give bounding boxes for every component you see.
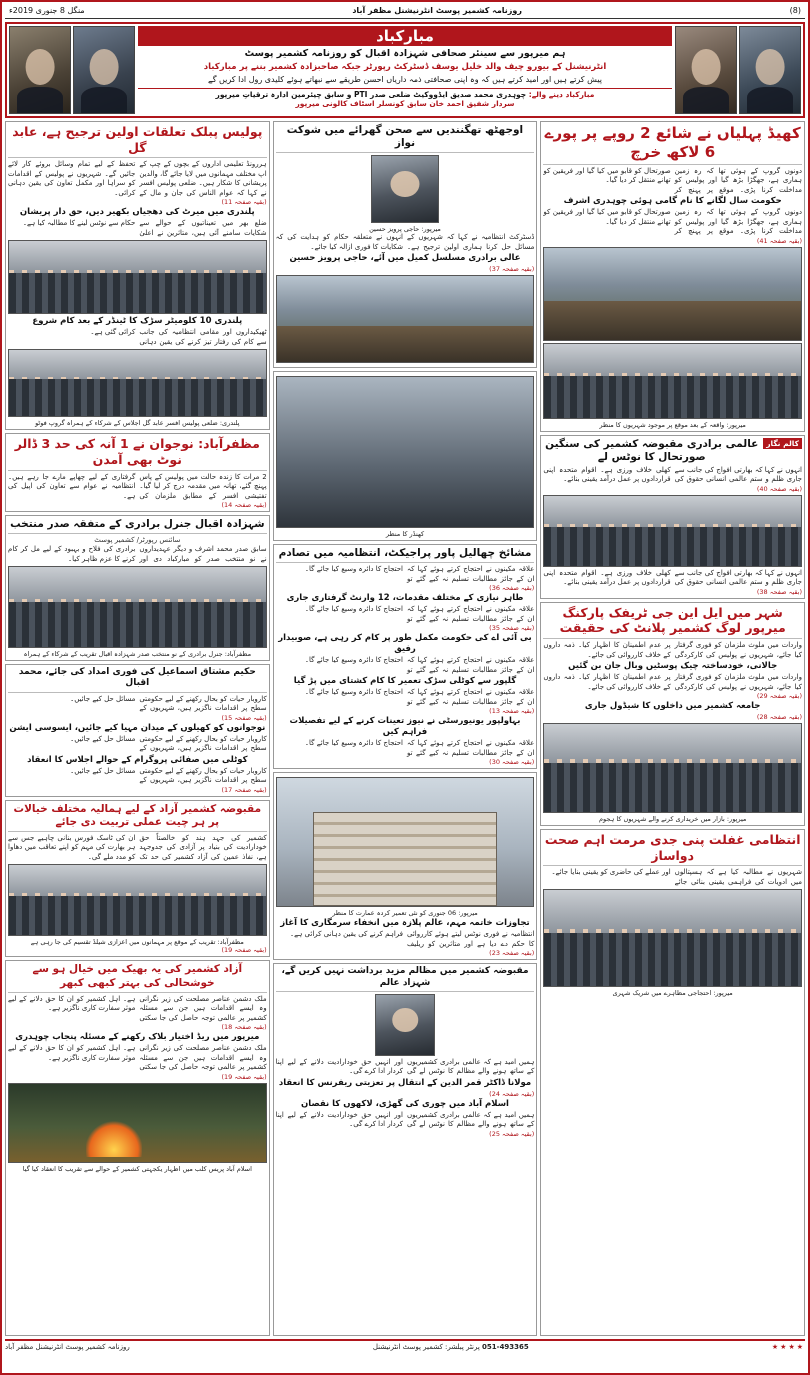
article-mid-hero	[273, 371, 538, 541]
continue-ref-2: (بقیہ صفحہ 35)	[489, 624, 535, 633]
continue-ref: (بقیہ صفحہ 40)	[756, 484, 802, 493]
article-body-2: علاقہ مکینوں نے احتجاج کرتے ہوئے کہا کہ ان کے جائز مطالبات تسلیم نہ کیے گئے تو احتجاج کا دائرہ وسیع کیا جائے گا۔	[304, 605, 535, 623]
article-right-6	[5, 960, 270, 1336]
photo-caption: پلندری: ضلعی پولیس افسر عابد گل اجلاس کے شرکاء کے ہمراہ گروپ فوٹو	[35, 419, 240, 428]
article-body-4: علاقہ مکینوں نے احتجاج کرتے ہوئے کہا کہ ان کے جائز مطالبات تسلیم نہ کیے گئے تو احتجاج کا دائرہ وسیع کیا جائے گا۔	[304, 688, 535, 706]
footer-stars: ★★★★	[771, 1343, 805, 1351]
article-photo	[8, 566, 267, 648]
banner-line-1: ہم میرپور سے سینئر صحافی شہزادہ اقبال کو روزنامہ کشمیر پوسٹ	[244, 48, 566, 59]
sub-headline-1: نوجوانوں کو کھیلوں کے میدان مہیا کیے جائیں، ایسوسی ایشن	[9, 722, 266, 733]
photo-caption: میرپور: 06 جنوری کو نئی تعمیر کردہ عمارت کا منظر	[332, 909, 478, 918]
article-photo	[276, 777, 535, 907]
banner-footer-names-2: سردار شفیق احمد خان سابق کونسلر اسٹاف کالونی میرپور	[295, 99, 515, 108]
column-left	[540, 121, 805, 1336]
masthead	[5, 5, 805, 19]
banner-portrait-2	[9, 26, 71, 114]
photo-caption: مظفرآباد: جنرل برادری کے نو منتخب صدر شہزادہ اقبال تقریب کے شرکاء کے ہمراہ	[23, 650, 252, 659]
headline: حکیم مشتاق اسماعیل کی فوری امداد کی جائے، محمد اقبال	[8, 667, 267, 693]
banner-portrait-3	[739, 26, 801, 114]
continue-ref: (بقیہ صفحہ 23)	[489, 949, 535, 958]
article-body: ہمیں امید ہے کہ عالمی برادری کشمیریوں کے ساتھ ہونے والے مظالم کا نوٹس لے گی اور انہیں حق خودارادیت دلانے کے لیے اپنا کردار ادا کرے گی۔	[275, 1057, 535, 1076]
continue-ref-2: (بقیہ صفحہ 19)	[221, 1072, 267, 1081]
article-body: انتظامیہ نے فوری نوٹس لیتے ہوئے کارروائی کا حکم دے دیا ہے اور متاثرین کو ریلیف فراہم کرنے کی یقین دہانی کرائی ہے۔	[290, 930, 535, 948]
photo-caption: میرپور: واقعہ کے بعد موقع پر موجود شہریوں کا منظر	[599, 420, 746, 429]
continue-ref: (بقیہ صفحہ 19)	[221, 946, 267, 955]
headline: عالمی برادری مقبوضہ کشمیر کی سنگین صورتحال کا نوٹس لے	[545, 437, 759, 463]
article-portrait	[371, 155, 439, 223]
article-body-2: واردات میں ملوث ملزمان کو فوری گرفتار کیا جائے، شہریوں نے پولیس کی کارکردگی پر عدم اطمینان کا اظہار کیا۔ ذمہ داروں کے خلاف کارروائی کی جائے۔	[543, 673, 802, 691]
sub-headline-1: مولانا ڈاکٹر قمر الدین کے انتقال پر تعزیتی ریفرنس کا انعقاد	[278, 1077, 532, 1088]
article-photo	[543, 495, 802, 567]
article-portrait	[375, 994, 435, 1056]
photo-caption: میرپور: بازار میں خریداری کرنے والے شہریوں کا ہجوم	[598, 815, 747, 823]
article-body: ڈسٹرکٹ انتظامیہ نے کہا کہ شہریوں کے مسائل حل کرنا ہماری اولین ترجیح ہے۔ انہوں نے متعلقہ حکام کو ہدایت کی کہ شکایات کا فوری ازالہ کیا جائے۔	[275, 233, 535, 251]
continue-ref: (بقیہ صفحہ 41)	[756, 236, 802, 245]
article-body: انہوں نے کہا کہ بھارتی افواج کی جانب سے جاری ظلم و ستم عالمی انسانی حقوق کی کھلی خلاف ورزی ہے۔ اقوام متحدہ اپنی قراردادوں پر عمل درآمد یقینی بنائے۔	[543, 465, 802, 484]
sub-headline-1: طاہر نیازی کے مختلف مقدمات، 12 وارنٹ گرفتاری جاری	[286, 593, 524, 604]
article-body: واردات میں ملوث ملزمان کو فوری گرفتار کیا جائے، شہریوں نے پولیس کی کارکردگی پر عدم اطمینان کا اظہار کیا۔ ذمہ داروں کے خلاف کارروائی کی جائے۔	[543, 641, 802, 659]
article-body-3: علاقہ مکینوں نے احتجاج کرتے ہوئے کہا کہ ان کے جائز مطالبات تسلیم نہ کیے گئے تو احتجاج کا دائرہ وسیع کیا جائے گا۔	[304, 656, 535, 674]
photo-caption: میرپور: احتجاجی مظاہرے میں شریک شہری	[612, 989, 733, 998]
sub-headline-2: کوٹلی میں صفائی پروگرام کے حوالے اجلاس کا انعقاد	[27, 754, 248, 765]
article-left-3	[540, 602, 805, 826]
sub-headline-1: میرپور میں ریڈ اختیار بلاک رکھنے کے مسئلہ پنجاب چوہدری	[15, 1032, 260, 1043]
footer-right-text: روزنامہ کشمیر پوسٹ انٹرنیشنل مظفر آباد	[5, 1343, 130, 1351]
headline: شہر میں ایل این جی ٹریفک پارکنگ میرپور لوگ کشمیر پلانٹ کی حقیقت	[543, 605, 802, 639]
continue-ref: (بقیہ صفحہ 14)	[221, 501, 267, 509]
continue-ref: (بقیہ صفحہ 24)	[489, 1089, 535, 1098]
column-tag: کالم نگار	[763, 438, 802, 449]
masthead-title: روزنامہ کشمیر پوسٹ انٹرنیشنل مظفر آباد	[352, 6, 522, 15]
article-body: کاروبار حیات کو بحال رکھنے کے لیے حکومتی سطح پر اقدامات ناگزیر ہیں، شہریوں کے مسائل حل کیے جائیں۔	[70, 694, 267, 713]
continue-ref: (بقیہ صفحہ 36)	[489, 584, 535, 593]
article-photo-1	[8, 240, 267, 314]
continue-ref-2: (بقیہ صفحہ 28)	[756, 713, 802, 721]
headline: مقبوضہ کشمیر آزاد کے لیے ہمالیہ مختلف خیالات پر ہر چیت عملی تربیت دی جائے	[8, 803, 267, 832]
headline: انتظامی غفلت پنی جدی مرمت اہم صحت دواساز	[543, 832, 802, 866]
article-left-1	[540, 121, 805, 432]
article-right-2	[5, 433, 270, 512]
continue-ref-3: (بقیہ صفحہ 13)	[489, 707, 535, 716]
column-middle	[273, 121, 538, 1336]
banner-line-3: پیش کرتے ہیں اور امید کرتے ہیں کہ وہ اپنی صحافتی ذمہ داریاں احسن طریقے سے نبھاتے ہوئے کلیدی رول ادا کریں گے	[208, 75, 602, 84]
article-body-2: ہمیں امید ہے کہ عالمی برادری کشمیریوں کے ساتھ ہونے والے مظالم کا نوٹس لے گی اور انہیں حق خودارادیت دلانے کے لیے اپنا کردار ادا کرے گی۔	[275, 1110, 535, 1129]
sub-headline-2: اسلام آباد میں چوری کی گھڑی، لاکھوں کا نقصان	[301, 1098, 509, 1109]
article-photo	[8, 864, 267, 936]
article-mid-4	[273, 963, 538, 1336]
continue-ref: (بقیہ صفحہ 29)	[756, 692, 802, 700]
continue-ref-2: (بقیہ صفحہ 25)	[489, 1129, 535, 1138]
article-body: 2 مرات کا زندہ حالت میں پولیس کے پاس پہنچ گئے، تھانہ میں مقدمہ درج کر لیا گیا۔ تفتیشی افسر کے مطابق ملزمان کی گرفتاری کے لیے چھاپے مارے جا رہے ہیں۔ انتظامیہ نے عوام سے تعاون کی اپیل کی ہے۔	[8, 472, 267, 500]
continue-ref: (بقیہ صفحہ 15)	[221, 713, 267, 722]
banner-footer-label: مبارکباد دینے والے:	[528, 90, 595, 99]
banner-footer	[138, 88, 672, 108]
banner-title: مبارکباد	[138, 26, 672, 46]
sub-headline-2: پلندری 10 کلومیٹر سڑک کا ٹینڈر کے بعد کام شروع	[32, 316, 243, 327]
continue-ref-2: (بقیہ صفحہ 17)	[221, 785, 267, 794]
article-mid-3	[273, 772, 538, 960]
article-right-5	[5, 800, 270, 958]
hero-caption: کھنڈر کا منظر	[385, 530, 425, 539]
article-body-3: ٹھیکیداروں اور مقامی انتظامیہ کی جانب سے کام کی رفتار تیز کرنے کی یقین دہانی کرائی گئی ہے۔	[90, 328, 267, 346]
article-photo	[543, 247, 802, 341]
headline: شہزادہ اقبال جنرل برادری کے متفقہ صدر منتخب	[8, 518, 267, 534]
continue-ref-4: (بقیہ صفحہ 30)	[489, 758, 535, 767]
continue-ref: (بقیہ صفحہ 18)	[221, 1023, 267, 1032]
article-left-4	[540, 829, 805, 1336]
headline: آزاد کشمیر کی یہ بھیک میں خیال ہو سے خوشحالی کی بہتر کبھی کبھر	[8, 963, 267, 992]
continue-ref: (بقیہ صفحہ 11)	[221, 198, 267, 207]
headline: مشائخ چھالیل پاور پراجیکٹ، انتظامیہ میں تصادم	[276, 547, 535, 563]
banner-portrait-1	[73, 26, 135, 114]
sub-headline-2: بی آئی اے کی حکومت مکمل طور پر کام کر رہی ہے، صوبیدار رفیق	[278, 633, 532, 655]
continue-ref-2: (بقیہ صفحہ 38)	[756, 587, 802, 596]
sub-headline-3: گلپور سے کوٹلی سڑک تعمیر کا کام کشتای میں پڑ گیا	[293, 676, 517, 687]
article-left-2	[540, 435, 805, 599]
sub-headline-4: بہاولپور یونیورسٹی نے نیوز تعینات کرنے کے لیے تفصیلات فراہم کیں	[289, 716, 521, 738]
article-right-4	[5, 664, 270, 797]
article-body: ملک دشمن عناصر مصلحت کی زیر نگرانی وہ ایسے اقدامات ہیں جن سے مسئلہ کشمیر پر عالمی توجہ حاصل کی جا سکتی ہے۔ اہل کشمیر کو ان کا حق دلانے کے لیے موثر سفارت کاری ناگزیر ہے۔	[8, 994, 267, 1022]
banner-portrait-4	[675, 26, 737, 114]
headline: مقبوضہ کشمیر میں مظالم مزید برداشت نہیں کریں گے، شہزاد عالم	[276, 966, 535, 992]
article-body: سابق صدر محمد اشرف و دیگر عہدیداروں نے نو منتخب صدر کو مبارکباد دی اور برادری کی فلاح و بہبود کے لیے مل کر کام کرنے کا عزم ظاہر کیا۔	[8, 545, 267, 563]
footer-publisher	[373, 1343, 529, 1351]
article-mid-2	[273, 544, 538, 769]
article-body: شہریوں نے مطالبہ کیا ہے کہ ہسپتالوں میں ادویات کی فراہمی یقینی بنائی جائے اور عملے کی حاضری کو یقینی بنایا جائے۔	[551, 868, 802, 886]
sub-headline-1: پلندری میں میرٹ کی دھجیاں بکھیر دیں، حق دار پریشان	[19, 207, 255, 218]
byline: سائنس رپورٹر/ کشمیر پوسٹ	[94, 536, 181, 545]
article-body-3: کاروبار حیات کو بحال رکھنے کے لیے حکومتی سطح پر اقدامات ناگزیر ہیں، شہریوں کے مسائل حل کیے جائیں۔	[70, 766, 267, 785]
masthead-page-number: (8)	[789, 6, 801, 15]
article-photo	[543, 723, 802, 813]
page-footer	[5, 1339, 805, 1351]
footer-publisher-text: پرنٹر پبلشر: کشمیر پوسٹ انٹرنیشنل	[372, 1343, 480, 1351]
column-right	[5, 121, 270, 1336]
article-photo	[8, 1083, 267, 1163]
headline: مظفرآباد: نوجوان نے 1 آنہ کی حد 3 ڈالر نوٹ بھی آمدن	[8, 436, 267, 470]
photo-caption: مظفرآباد: تقریب کے موقع پر مہمانوں میں اعزازی شیلڈ تقسیم کی جا رہی ہے	[30, 938, 244, 947]
article-photo	[543, 889, 802, 987]
article-body: کشمیر کی جہد ہند کو خالصتاً حق خودارادیت کی بنیاد پر آزادی کی جدوجہد ہے، نفاذ عمین کی آزاد کشمیر کی حد تک ان کی ٹاسک فورس بنانی چاہیے جس سے ہر بھارت کی مہم کو اپنے تعاقب میں دھاوا کو مدد ملے گی۔	[8, 833, 267, 861]
sub-headline-2: جامعہ کشمیر میں داخلوں کا شیڈول جاری	[584, 701, 761, 711]
banner-footer-names: چوہدری محمد صدیق ایڈووکیٹ ضلعی صدر PTI و سابق چیئرمین ادارہ ترقیاتِ میرپور	[215, 90, 527, 99]
masthead-date: منگل 8 جنوری 2019ء	[9, 6, 85, 15]
article-photo-2	[543, 343, 802, 419]
content-columns	[5, 121, 805, 1336]
sub-headline-1: تجاوزات خاتمہ مہم، عالم پلازہ میں انخفاء سرمگاری کا آغاز	[280, 918, 530, 929]
banner-text	[138, 26, 672, 114]
article-body-2: ضلع بھر میں تعیناتیوں کے حوالے سے شکایات سامنے آئی ہیں، متاثرین نے اعلیٰ حکام سے نوٹس لینے کا مطالبہ کیا ہے۔	[22, 219, 267, 237]
article-body: علاقہ مکینوں نے احتجاج کرتے ہوئے کہا کہ ان کے جائز مطالبات تسلیم نہ کیے گئے تو احتجاج کا دائرہ وسیع کیا جائے گا۔	[304, 565, 535, 583]
headline: کھیڈ پہلیاں نے شائع 2 روپے پر پورے 6 لاکھ خرچ	[543, 124, 802, 165]
photo-caption: اسلام آباد پریس کلب میں اظہار یکجہتی کشمیر کے حوالے سے تقریب کا انعقاد کیا گیا	[22, 1164, 252, 1173]
article-body: ہررونڈ تعلیمی اداروں کے بچوں کے چپ کے اپ مختلف مہمانوں میں لایا جائے گا، والدین پریشانی کا شکار ہیں۔ ضلعی پولیس افسر نے کہا کہ عوام الناس کی جان و مال کے تحفظ کے لیے تمام وسائل بروئے کار لائے جائیں گے۔ شہریوں نے پولیس کے اقدامات کو سراہا اور مکمل تعاون کی یقین دہانی کرائی۔	[8, 160, 267, 197]
photo-caption: میرپور: حاجی پرویز حسین	[369, 225, 441, 234]
congratulations-banner	[5, 22, 805, 118]
sub-headline: عالی برادری مسلسل کمیل میں آئے، حاجی پرویز حسین	[289, 253, 521, 264]
article-body-5: علاقہ مکینوں نے احتجاج کرتے ہوئے کہا کہ ان کے جائز مطالبات تسلیم نہ کیے گئے تو احتجاج کا دائرہ وسیع کیا جائے گا۔	[304, 739, 535, 757]
headline: اوجھٹھ تھگنندیں سے صحن گھرائے میں شوکت نواز	[276, 124, 535, 153]
article-photo	[276, 275, 535, 363]
banner-photos-right	[9, 26, 135, 114]
article-body: دونوں گروپ کے ہوئی تھا کہ رہ زمین ہماری ہے، جھگڑا بڑھ گیا اور پولیس کو مداخلت کرنا پڑی۔ موقع پر پہنچ کر صورتحال کو قابو میں کیا گیا اور فریقین کو تھانے منتقل کر دیا گیا۔	[543, 166, 802, 194]
article-mid-1	[273, 121, 538, 368]
footer-phone: 051-493365	[482, 1343, 529, 1351]
hero-photo	[276, 376, 535, 528]
banner-photos-left	[675, 26, 801, 114]
article-photo-2	[8, 349, 267, 417]
article-body-2: دونوں گروپ کے ہوئی تھا کہ رہ زمین ہماری ہے، جھگڑا بڑھ گیا اور پولیس کو مداخلت کرنا پڑی۔ موقع پر پہنچ کر صورتحال کو قابو میں کیا گیا اور فریقین کو تھانے منتقل کر دیا گیا۔	[543, 208, 802, 235]
article-body-2: انہوں نے کہا کہ بھارتی افواج کی جانب سے جاری ظلم و ستم عالمی انسانی حقوق کی کھلی خلاف ورزی ہے۔ اقوام متحدہ اپنی قراردادوں پر عمل درآمد یقینی بنائے۔	[543, 568, 802, 587]
article-body-2: کاروبار حیات کو بحال رکھنے کے لیے حکومتی سطح پر اقدامات ناگزیر ہیں، شہریوں کے مسائل حل کیے جائیں۔	[70, 734, 267, 753]
sub-headline: حکومت سال لگانے کا نام گامی ہوئی چوہدری اشرف	[563, 196, 782, 206]
sub-headline-1: جالانی، خودساختہ چیک پوسٹیں وبال جان بن گئیں	[568, 661, 778, 671]
article-right-3	[5, 515, 270, 661]
banner-line-2: انٹرنیشنل کے بیورو چیف والد خلیل یوسف ڈسٹرکٹ رپورٹر جبکہ صاحبزادہ کشمیر بننے پر مبارکباد	[203, 62, 607, 72]
headline: پولیس پبلک تعلقات اولین ترجیح ہے، عابد گل	[8, 124, 267, 158]
article-body-2: ملک دشمن عناصر مصلحت کی زیر نگرانی وہ ایسے اقدامات ہیں جن سے مسئلہ کشمیر پر عالمی توجہ حاصل کی جا سکتی ہے۔ اہل کشمیر کو ان کا حق دلانے کے لیے موثر سفارت کاری ناگزیر ہے۔	[8, 1044, 267, 1072]
continue-ref: (بقیہ صفحہ 37)	[489, 265, 535, 274]
article-right-1	[5, 121, 270, 430]
